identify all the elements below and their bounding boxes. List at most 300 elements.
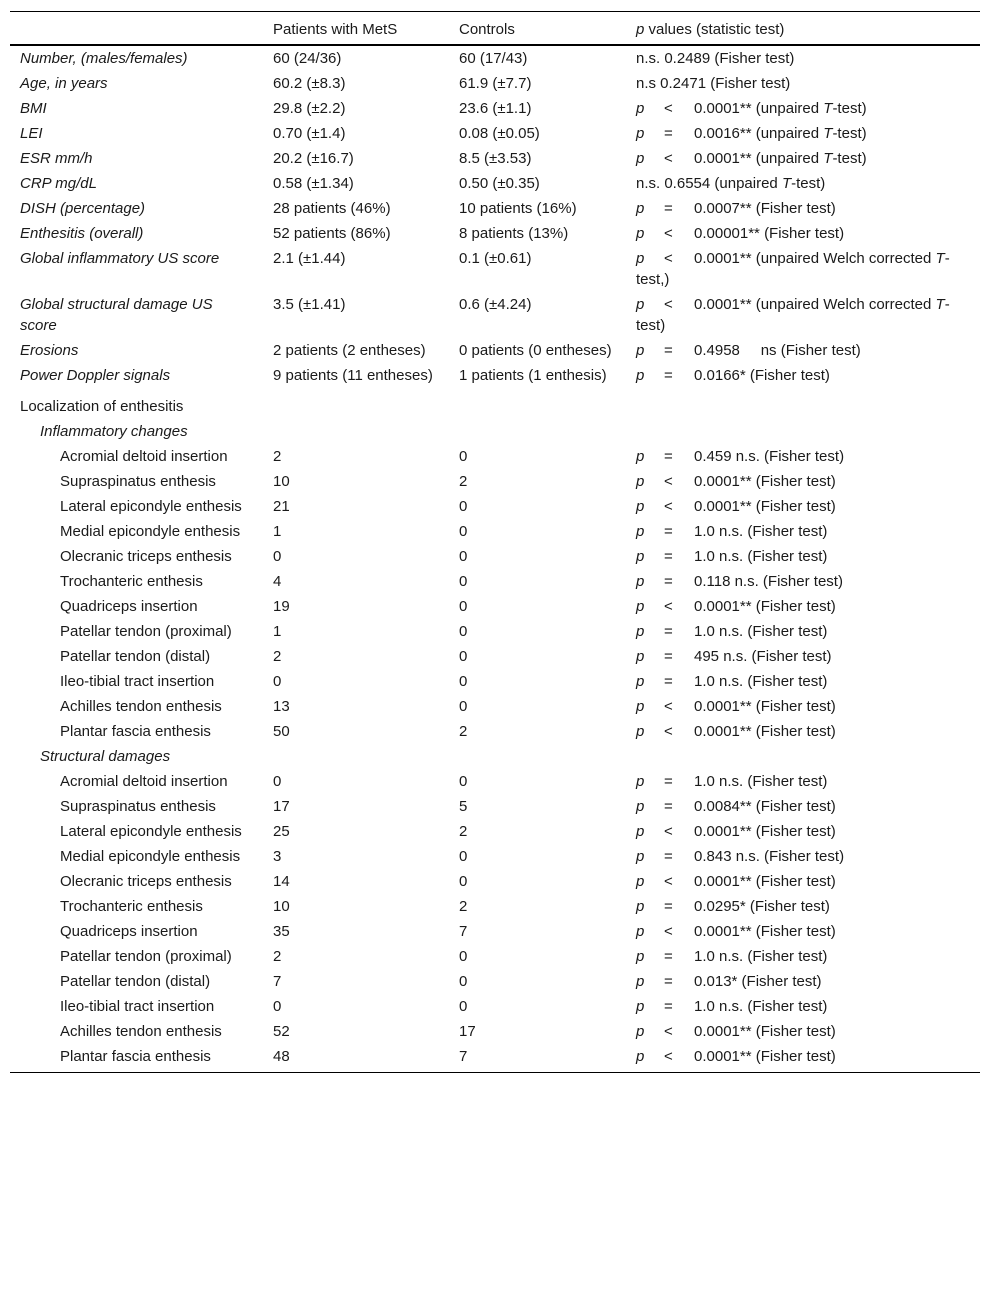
controls-value: 60 (17/43) — [459, 50, 528, 67]
p-operator: < — [664, 698, 673, 715]
pvalue-cell — [626, 221, 980, 246]
results-table-container — [10, 11, 980, 1073]
p-value-text: 0.0001** (Fisher test) — [694, 1023, 836, 1040]
p-operator: < — [664, 1023, 673, 1040]
mets-value: 1 — [273, 623, 282, 640]
p-value-text: 0.4958 ns (Fisher test) — [694, 342, 861, 359]
p-operator: = — [664, 648, 673, 665]
table-row — [10, 944, 980, 969]
structural-title: Structural damages — [40, 748, 171, 765]
table-row — [10, 794, 980, 819]
row-label: Trochanteric enthesis — [60, 898, 203, 915]
table-row — [10, 338, 980, 363]
p-prefix — [636, 571, 694, 592]
pvalue-cell — [626, 694, 980, 719]
table-row — [10, 1044, 980, 1073]
header-row — [10, 12, 980, 46]
pvalue-cell — [626, 338, 980, 363]
table-row — [10, 869, 980, 894]
p-symbol: p — [636, 798, 645, 815]
pvalue-cell — [626, 669, 980, 694]
controls-value: 7 — [459, 923, 468, 940]
mets-value: 50 — [273, 723, 290, 740]
row-label: Quadriceps insertion — [60, 923, 198, 940]
p-symbol: p — [636, 898, 645, 915]
p-prefix — [636, 123, 694, 144]
controls-value: 2 — [459, 473, 468, 490]
p-value-text: 0.0001** (unpaired T-test) — [694, 150, 867, 167]
row-label: Supraspinatus enthesis — [60, 798, 216, 815]
row-label: Power Doppler signals — [20, 367, 171, 384]
mets-value: 0 — [273, 773, 282, 790]
p-prefix — [636, 521, 694, 542]
inflammatory-title: Inflammatory changes — [40, 423, 188, 440]
p-operator: < — [664, 250, 673, 267]
p-operator: < — [664, 723, 673, 740]
table-header — [10, 12, 980, 46]
p-prefix — [636, 921, 694, 942]
controls-value: 0.6 (±4.24) — [459, 296, 532, 313]
mets-value: 10 — [273, 898, 290, 915]
row-label: DISH (percentage) — [20, 200, 146, 217]
p-symbol: p — [636, 873, 645, 890]
p-symbol: p — [636, 498, 645, 515]
p-prefix — [636, 696, 694, 717]
row-label: Acromial deltoid insertion — [60, 773, 228, 790]
table-row — [10, 96, 980, 121]
mets-value: 20.2 (±16.7) — [273, 150, 354, 167]
row-label: ESR mm/h — [20, 150, 93, 167]
pvalue-cell — [626, 919, 980, 944]
p-prefix — [636, 1046, 694, 1067]
localization-row — [10, 388, 980, 419]
p-prefix — [636, 796, 694, 817]
pvalue-cell — [626, 146, 980, 171]
table-row — [10, 121, 980, 146]
controls-value: 61.9 (±7.7) — [459, 75, 532, 92]
mets-value: 29.8 (±2.2) — [273, 100, 346, 117]
localization-empty-2 — [449, 388, 626, 419]
controls-value: 0 — [459, 698, 468, 715]
p-operator: < — [664, 225, 673, 242]
p-prefix — [636, 148, 694, 169]
localization-empty-1 — [263, 388, 449, 419]
p-symbol: p — [636, 548, 645, 565]
p-symbol: p — [636, 523, 645, 540]
pvalue-cell — [626, 644, 980, 669]
controls-value: 0.50 (±0.35) — [459, 175, 540, 192]
mets-value: 4 — [273, 573, 282, 590]
controls-value: 5 — [459, 798, 468, 815]
localization-empty-3 — [626, 388, 980, 419]
p-symbol: p — [636, 573, 645, 590]
p-prefix — [636, 846, 694, 867]
controls-value: 0 — [459, 948, 468, 965]
p-value-text: 0.0001** (unpaired Welch corrected T-test,) — [636, 250, 950, 288]
controls-value: 0 — [459, 773, 468, 790]
p-symbol: p — [636, 823, 645, 840]
pvalue-cell — [626, 944, 980, 969]
p-prefix — [636, 365, 694, 386]
mets-value: 3 — [273, 848, 282, 865]
p-operator: < — [664, 923, 673, 940]
row-label: Achilles tendon enthesis — [60, 698, 222, 715]
table-row — [10, 363, 980, 388]
p-prefix — [636, 596, 694, 617]
p-prefix — [636, 471, 694, 492]
table-row — [10, 894, 980, 919]
p-value-text: 0.0001** (Fisher test) — [694, 498, 836, 515]
p-value-text: 0.0001** (Fisher test) — [694, 473, 836, 490]
mets-value: 0 — [273, 673, 282, 690]
p-prefix — [636, 996, 694, 1017]
row-label: Lateral epicondyle enthesis — [60, 498, 242, 515]
p-value-text: n.s. 0.2489 (Fisher test) — [636, 50, 795, 67]
p-prefix — [636, 821, 694, 842]
p-value-text: 0.0001** (Fisher test) — [694, 923, 836, 940]
table-row — [10, 221, 980, 246]
p-symbol: p — [636, 848, 645, 865]
pvalue-cell — [626, 96, 980, 121]
header-pvalues — [626, 12, 980, 46]
p-value-text: 0.0084** (Fisher test) — [694, 798, 836, 815]
p-operator: = — [664, 898, 673, 915]
pvalue-cell — [626, 594, 980, 619]
p-operator: = — [664, 200, 673, 217]
p-operator: < — [664, 823, 673, 840]
p-value-text: n.s. 0.6554 (unpaired T-test) — [636, 175, 826, 192]
p-value-text: 495 n.s. (Fisher test) — [694, 648, 832, 665]
p-symbol: p — [636, 150, 645, 167]
p-operator: < — [664, 498, 673, 515]
p-operator: < — [664, 473, 673, 490]
p-operator: < — [664, 1048, 673, 1065]
p-operator: = — [664, 773, 673, 790]
p-symbol: p — [636, 125, 645, 142]
p-symbol: p — [636, 367, 645, 384]
p-prefix — [636, 871, 694, 892]
mets-value: 2 — [273, 448, 282, 465]
p-value-text: 0.00001** (Fisher test) — [694, 225, 845, 242]
p-value-text: 0.0001** (Fisher test) — [694, 823, 836, 840]
p-symbol: p — [636, 673, 645, 690]
mets-value: 10 — [273, 473, 290, 490]
header-p-italic: p — [636, 21, 645, 38]
mets-value: 35 — [273, 923, 290, 940]
p-value-text: 0.0001** (Fisher test) — [694, 723, 836, 740]
p-operator: = — [664, 523, 673, 540]
p-prefix — [636, 771, 694, 792]
table-row — [10, 292, 980, 338]
p-prefix — [636, 896, 694, 917]
mets-value: 19 — [273, 598, 290, 615]
p-symbol: p — [636, 225, 645, 242]
p-symbol: p — [636, 448, 645, 465]
inflammatory-empty-3 — [626, 419, 980, 444]
p-value-text: 0.0001** (unpaired Welch corrected T-test) — [636, 296, 950, 334]
p-operator: = — [664, 125, 673, 142]
mets-value: 1 — [273, 523, 282, 540]
p-value-text: 0.0166* (Fisher test) — [694, 367, 830, 384]
p-value-text: 1.0 n.s. (Fisher test) — [694, 773, 828, 790]
p-symbol: p — [636, 100, 645, 117]
pvalue-cell — [626, 292, 980, 338]
controls-value: 0 — [459, 598, 468, 615]
mets-value: 9 patients (11 entheses) — [273, 367, 433, 384]
structural-empty-3 — [626, 744, 980, 769]
header-controls: Controls — [449, 12, 626, 46]
row-label: Lateral epicondyle enthesis — [60, 823, 242, 840]
mets-value: 0 — [273, 548, 282, 565]
mets-value: 0.58 (±1.34) — [273, 175, 354, 192]
pvalue-cell — [626, 363, 980, 388]
controls-value: 0 — [459, 548, 468, 565]
row-label: BMI — [20, 100, 47, 117]
pvalue-cell — [626, 894, 980, 919]
p-value-text: 0.0001** (Fisher test) — [694, 598, 836, 615]
p-prefix — [636, 223, 694, 244]
pvalue-cell — [626, 196, 980, 221]
p-operator: < — [664, 873, 673, 890]
p-value-text: n.s 0.2471 (Fisher test) — [636, 75, 791, 92]
p-value-text: 1.0 n.s. (Fisher test) — [694, 948, 828, 965]
row-label: Patellar tendon (proximal) — [60, 948, 232, 965]
table-row — [10, 669, 980, 694]
p-symbol: p — [636, 623, 645, 640]
controls-value: 0 — [459, 573, 468, 590]
controls-value: 2 — [459, 823, 468, 840]
pvalue-cell — [626, 469, 980, 494]
table-row — [10, 569, 980, 594]
pvalue-cell — [626, 45, 980, 71]
mets-value: 17 — [273, 798, 290, 815]
p-operator: = — [664, 998, 673, 1015]
table-row — [10, 146, 980, 171]
controls-value: 0 — [459, 448, 468, 465]
row-label: Olecranic triceps enthesis — [60, 873, 232, 890]
table-row — [10, 1019, 980, 1044]
p-prefix — [636, 294, 694, 315]
table-body — [10, 45, 980, 1073]
p-prefix — [636, 198, 694, 219]
p-operator: = — [664, 973, 673, 990]
mets-value: 2 — [273, 948, 282, 965]
mets-value: 0 — [273, 998, 282, 1015]
p-prefix — [636, 340, 694, 361]
controls-value: 8.5 (±3.53) — [459, 150, 532, 167]
controls-value: 0 — [459, 848, 468, 865]
row-label: Achilles tendon enthesis — [60, 1023, 222, 1040]
p-value-text: 1.0 n.s. (Fisher test) — [694, 998, 828, 1015]
table-row — [10, 969, 980, 994]
p-prefix — [636, 1021, 694, 1042]
row-label: Ileo-tibial tract insertion — [60, 673, 215, 690]
header-p-rest: values (statistic test) — [644, 21, 785, 38]
controls-value: 7 — [449, 1044, 626, 1073]
row-label: Erosions — [20, 342, 79, 359]
p-symbol: p — [636, 923, 645, 940]
inflammatory-subheader-row — [10, 419, 980, 444]
p-symbol: p — [636, 948, 645, 965]
p-value-text: 0.013* (Fisher test) — [694, 973, 822, 990]
results-table — [10, 11, 980, 1073]
controls-value: 0 — [459, 998, 468, 1015]
p-prefix — [636, 946, 694, 967]
table-row — [10, 994, 980, 1019]
table-row — [10, 769, 980, 794]
p-operator: = — [664, 848, 673, 865]
p-value-text: 0.0016** (unpaired T-test) — [694, 125, 867, 142]
row-label: Supraspinatus enthesis — [60, 473, 216, 490]
row-label: Ileo-tibial tract insertion — [60, 998, 215, 1015]
pvalue-cell — [626, 544, 980, 569]
p-value-text: 0.0001** (unpaired T-test) — [694, 100, 867, 117]
p-symbol: p — [636, 598, 645, 615]
table-row — [10, 844, 980, 869]
mets-value: 13 — [273, 698, 290, 715]
mets-value: 0.70 (±1.4) — [273, 125, 346, 142]
localization-title: Localization of enthesitis — [20, 398, 184, 415]
p-prefix — [636, 971, 694, 992]
p-operator: = — [664, 448, 673, 465]
row-label: Plantar fascia enthesis — [60, 723, 211, 740]
row-label: Medial epicondyle enthesis — [60, 523, 241, 540]
p-symbol: p — [636, 296, 645, 313]
controls-value: 0.1 (±0.61) — [459, 250, 532, 267]
table-row — [10, 469, 980, 494]
pvalue-cell — [626, 994, 980, 1019]
p-operator: < — [664, 598, 673, 615]
mets-value: 60 (24/36) — [273, 50, 342, 67]
inflammatory-empty-1 — [263, 419, 449, 444]
p-prefix — [636, 721, 694, 742]
p-operator: = — [664, 623, 673, 640]
pvalue-cell — [626, 71, 980, 96]
pvalue-cell — [626, 171, 980, 196]
mets-value: 60.2 (±8.3) — [273, 75, 346, 92]
p-operator: < — [664, 100, 673, 117]
p-operator: = — [664, 342, 673, 359]
p-value-text: 0.0001** (Fisher test) — [694, 873, 836, 890]
mets-value: 2 — [273, 648, 282, 665]
header-mets: Patients with MetS — [263, 12, 449, 46]
controls-value: 1 patients (1 enthesis) — [459, 367, 607, 384]
p-prefix — [636, 248, 694, 269]
table-row — [10, 644, 980, 669]
controls-value: 17 — [459, 1023, 476, 1040]
table-row — [10, 719, 980, 744]
mets-value: 14 — [273, 873, 290, 890]
p-prefix — [636, 496, 694, 517]
table-row — [10, 171, 980, 196]
mets-value: 3.5 (±1.41) — [273, 296, 346, 313]
pvalue-cell — [626, 719, 980, 744]
p-value-text: 1.0 n.s. (Fisher test) — [694, 523, 828, 540]
pvalue-cell — [626, 819, 980, 844]
p-value-text: 0.0007** (Fisher test) — [694, 200, 836, 217]
pvalue-cell — [626, 769, 980, 794]
table-row — [10, 594, 980, 619]
mets-value: 7 — [273, 973, 282, 990]
p-value-text: 0.118 n.s. (Fisher test) — [694, 573, 843, 590]
p-operator: = — [664, 673, 673, 690]
controls-value: 0 — [459, 673, 468, 690]
table-row — [10, 444, 980, 469]
p-symbol: p — [636, 342, 645, 359]
p-symbol: p — [636, 998, 645, 1015]
p-value-text: 1.0 n.s. (Fisher test) — [694, 673, 828, 690]
pvalue-cell — [626, 569, 980, 594]
controls-value: 0.08 (±0.05) — [459, 125, 540, 142]
p-symbol: p — [636, 1048, 645, 1065]
table-row — [10, 619, 980, 644]
pvalue-cell — [626, 969, 980, 994]
table-row — [10, 494, 980, 519]
pvalue-cell — [626, 794, 980, 819]
row-label: Acromial deltoid insertion — [60, 448, 228, 465]
mets-value: 21 — [273, 498, 290, 515]
mets-value: 48 — [263, 1044, 449, 1073]
controls-value: 2 — [459, 723, 468, 740]
controls-value: 0 — [459, 648, 468, 665]
pvalue-cell — [626, 444, 980, 469]
pvalue-cell — [626, 619, 980, 644]
inflammatory-empty-2 — [449, 419, 626, 444]
controls-value: 0 — [459, 623, 468, 640]
p-value-text: 1.0 n.s. (Fisher test) — [694, 623, 828, 640]
p-value-text: 0.0001** (Fisher test) — [694, 698, 836, 715]
p-operator: = — [664, 548, 673, 565]
controls-value: 0 — [459, 873, 468, 890]
table-row — [10, 519, 980, 544]
p-symbol: p — [636, 200, 645, 217]
row-label: CRP mg/dL — [20, 175, 97, 192]
p-operator: < — [664, 296, 673, 313]
header-empty — [10, 12, 263, 46]
table-row — [10, 246, 980, 292]
mets-value: 52 — [273, 1023, 290, 1040]
row-label: LEI — [20, 125, 43, 142]
row-label: Patellar tendon (distal) — [60, 648, 211, 665]
row-label: Age, in years — [20, 75, 108, 92]
p-prefix — [636, 621, 694, 642]
row-label: Global inflammatory US score — [20, 250, 220, 267]
pvalue-cell — [626, 246, 980, 292]
table-row — [10, 71, 980, 96]
p-symbol: p — [636, 698, 645, 715]
controls-value: 0 — [459, 973, 468, 990]
p-operator: = — [664, 573, 673, 590]
p-symbol: p — [636, 648, 645, 665]
table-row — [10, 45, 980, 71]
structural-subheader-row — [10, 744, 980, 769]
p-value-text: 0.843 n.s. (Fisher test) — [694, 848, 845, 865]
pvalue-cell — [626, 1019, 980, 1044]
row-label: Olecranic triceps enthesis — [60, 548, 232, 565]
row-label: Patellar tendon (distal) — [60, 973, 211, 990]
p-operator: < — [664, 150, 673, 167]
controls-value: 0 — [459, 523, 468, 540]
p-operator: = — [664, 367, 673, 384]
controls-value: 2 — [459, 898, 468, 915]
table-row — [10, 694, 980, 719]
mets-value: 2.1 (±1.44) — [273, 250, 346, 267]
table-row — [10, 919, 980, 944]
p-prefix — [636, 671, 694, 692]
pvalue-cell — [626, 494, 980, 519]
p-value-text: 0.459 n.s. (Fisher test) — [694, 448, 845, 465]
row-label: Enthesitis (overall) — [20, 225, 144, 242]
